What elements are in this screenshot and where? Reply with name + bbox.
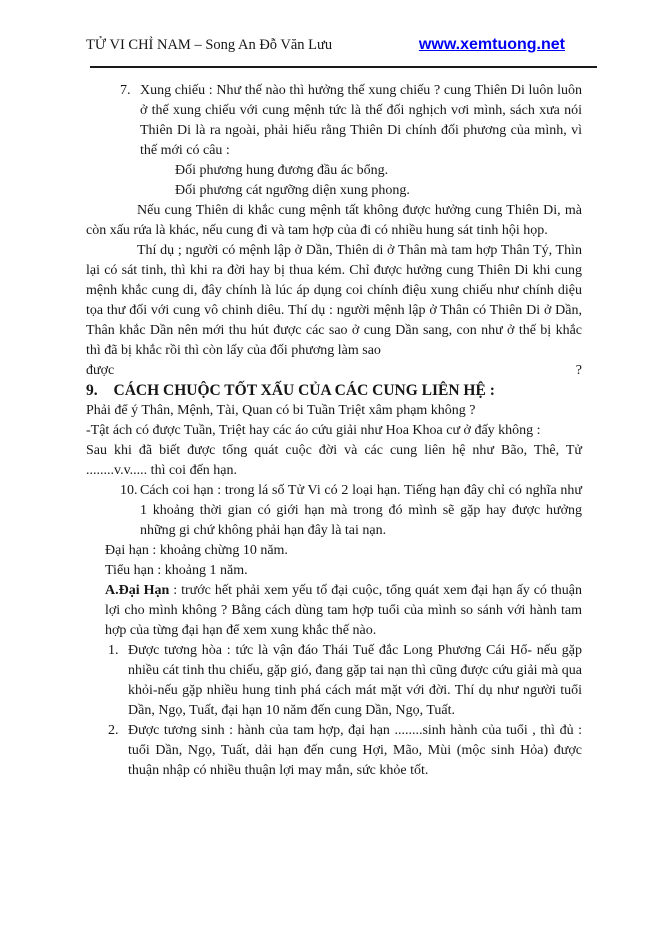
page-header [0, 0, 669, 54]
verse-line-1: Đối phương hung đương đầu ác bổng. [175, 163, 389, 178]
dai-han-line: Đại hạn : khoảng chừng 10 năm. [105, 543, 288, 558]
document-body [86, 81, 582, 781]
item-10-text: Cách coi hạn : trong lá số Tử Vi có 2 loại hạn. Tiếng hạn đây chỉ có nghĩa như 1 khoảng thời gian có giới hạn mà trong đó mình sẽ gặp hay được hưởng những gi chứ không phải hạn đây là tai nạn. [140, 483, 582, 538]
section-heading-9 [86, 381, 582, 401]
header-divider-line [90, 66, 597, 68]
numbered-item-2 [86, 721, 582, 781]
item-2-number: 2. [108, 723, 119, 738]
paragraph-neu-cung: Nếu cung Thiên di khắc cung mệnh tất không được hưởng cung Thiên Di, mà còn xấu rứa là khác, nếu cung đi và tam hợp của đi có nhiều hung sát tinh hội họp. [86, 203, 582, 238]
item-10-number: 10. [120, 483, 138, 498]
tieu-han-line: Tiểu hạn : khoảng 1 năm. [105, 563, 248, 578]
question-mark-line [86, 361, 582, 381]
a-dai-han-text: : trước hết phải xem yếu tố đại cuộc, tổng quát xem đại hạn ấy có thuận lợi cho mình không ? Bằng cách dùng tam hợp tuổi của mình so sánh với hành tam hợp của từng đại hạn để xem xung khắc thế nào. [105, 583, 582, 638]
qline-question-mark: ? [575, 363, 582, 378]
book-title: TỬ VI CHỈ NAM – Song An Đỗ Văn Lưu [86, 37, 333, 53]
verse-line-2: Đối phương cát ngưỡng diện xung phong. [175, 183, 410, 198]
numbered-item-10 [86, 481, 582, 541]
heading-9-number: 9. [86, 382, 98, 399]
paragraph-thi-du: Thí dụ ; người có mệnh lập ở Dần, Thiên di ở Thân mà tam hợp Thân Tý, Thìn lại có sát tinh, thì khi ra đời hay bị thua kém. Chỉ được hưởng cung Thiên Di khi cung mệnh khắc cung di, đây chính là lúc áp dụng coi chính điệu xung chiếu như chính diệu tọa thư đối với cung vô chinh diêu. Thí dụ : người mệnh lập ở Thân có Thiên Di ở Dần, Thân khắc Dần nên mới thu hút được các sao ở cung Dần sang, con như ở thế bị khắc thì đã bị khắc rồi thì còn lấy của đối phương làm sao [86, 243, 582, 358]
item-7-text: Xung chiếu : Như thế nào thì hưởng thế xung chiếu ? cung Thiên Di luôn luôn ở thế xung chiếu với cung mệnh tức là thế đối nghịch vơi mình, sách xưa nói Thiên Di là ra ngoài, phải hiểu rằng Thiên Di chính đối phương của mình, vì thế mới có câu : [140, 83, 582, 158]
item-1-text: Được tương hòa : tức là vận đáo Thái Tuế đắc Long Phương Cái Hổ- nếu gặp nhiều cát tinh thu chiếu, gặp gió, đang gặp tai nạn thì cũng được cứu giải mà qua khỏi-nếu gặp nhiều hung tinh phá cách mát mặt với đời. Thí dụ như người tuổi Dần, Ngọ, Tuất, đại hạn 10 năm đến cung Dần, Ngọ, Tuất. [128, 643, 582, 718]
a-dai-han-lead: A.Đại Hạn [105, 583, 170, 598]
numbered-item-1 [86, 641, 582, 721]
item-1-number: 1. [108, 643, 119, 658]
numbered-item-7 [86, 81, 582, 161]
website-link[interactable]: www.xemtuong.net [418, 36, 565, 53]
paragraph-sau-khi: Sau khi đã biết được tổng quát cuộc đời và các cung liên hệ như Bão, Thê, Tử ........v.v..... thì coi đến hạn. [86, 443, 582, 478]
qline-left-text: được [86, 363, 115, 378]
item-7-number: 7. [120, 83, 131, 98]
a-dai-han-paragraph [86, 581, 582, 641]
paragraph-phai-de-y: Phải để ý Thân, Mệnh, Tài, Quan có bi Tuần Triệt xâm phạm không ? [86, 403, 476, 418]
item-2-text: Được tương sinh : hành của tam hợp, đại hạn ........sinh hành của tuổi , thì đủ : tuổi Dần, Ngọ, Tuất, dải hạn đến cung Hợi, Mão, Mùi (mộc sinh Hỏa) được thuận nhập có nhiều thuận lợi may mắn, sức khỏe tốt. [128, 723, 582, 778]
paragraph-tat-ach: -Tật ách có được Tuần, Triệt hay các áo cứu giải như Hoa Khoa cư ở đấy không : [86, 423, 541, 438]
heading-9-title: CÁCH CHUỘC TỐT XẤU CỦA CÁC CUNG LIÊN HỆ : [113, 382, 495, 399]
